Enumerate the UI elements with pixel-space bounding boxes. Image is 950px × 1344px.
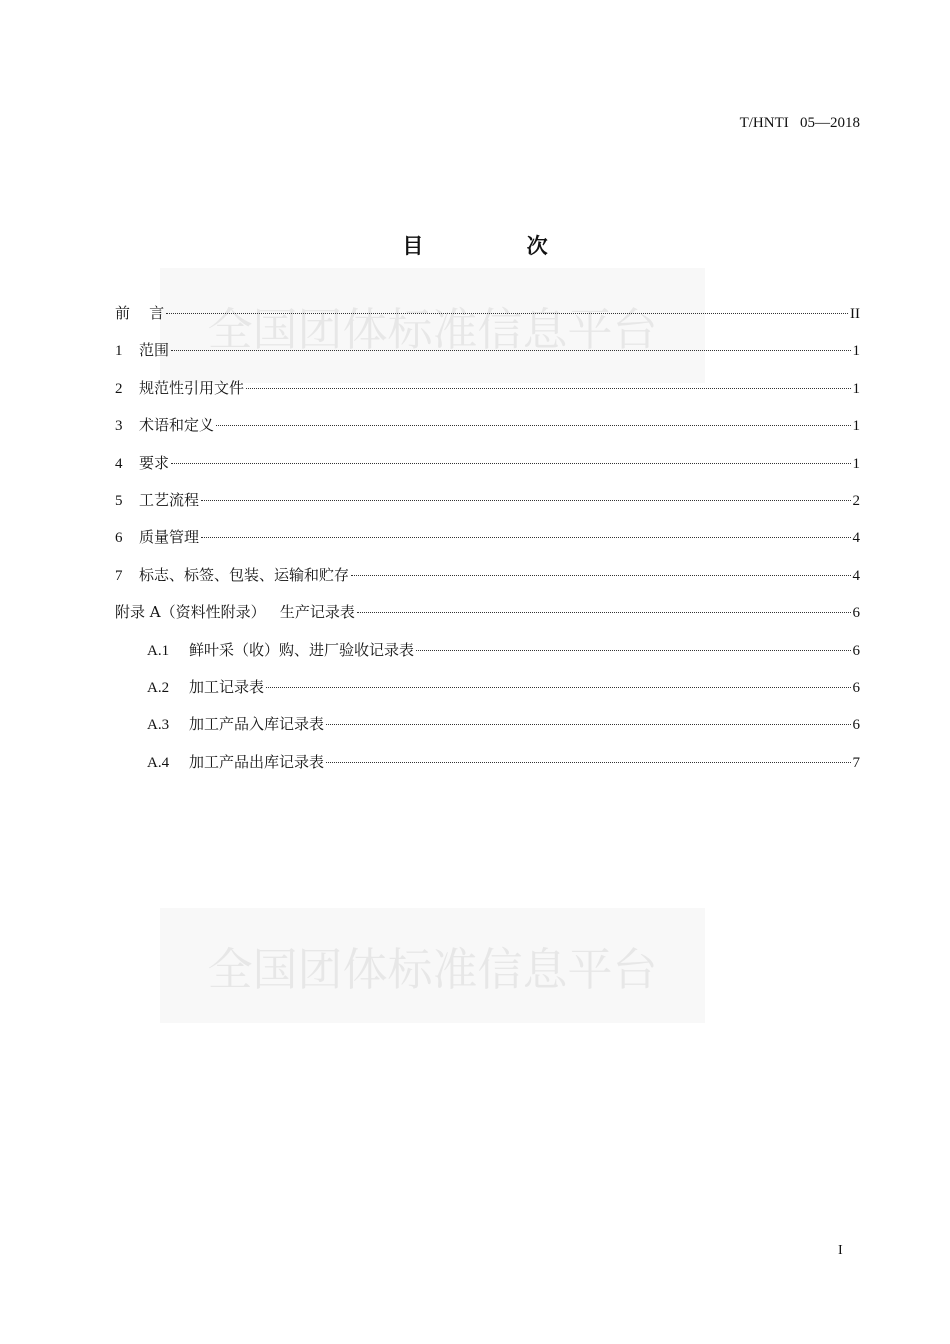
toc-entry-1[interactable] [115,339,860,376]
toc-entry-label: 前 言 [115,304,165,322]
toc-entry-page: 6 [852,717,860,734]
toc-entry-label: 加工记录表 [189,677,265,696]
toc-entry-label: 工艺流程 [139,490,200,509]
toc-entry-page: 6 [852,605,860,622]
toc-entry-3[interactable] [115,414,860,451]
toc-entry-label: 质量管理 [139,528,200,547]
toc-dot-leader [357,612,851,613]
toc-entry-4[interactable] [115,452,860,489]
toc-entry-number: 2 [115,380,123,397]
watermark-top: 全国团体标准信息平台 [160,268,705,383]
standard-code: T/HNTI 05—2018 [739,115,860,131]
toc-entry-label: 鲜叶采（收）购、进厂验收记录表 [189,640,415,659]
toc-entry-a3[interactable] [115,713,860,750]
toc-entry-number: 6 [115,530,123,547]
toc-entry-number: A.3 [147,717,170,734]
toc-entry-page: 1 [852,455,860,472]
toc-dot-leader [351,575,850,576]
toc-entry-label: 要求 [139,453,170,472]
page-number: I [838,1243,843,1258]
toc-entry-6[interactable] [115,526,860,563]
toc-entry-page: 1 [852,418,860,435]
page-title: 目 次 [402,234,596,258]
toc-entry-label: 规范性引用文件 [139,378,245,397]
toc-entry-label: 范围 [139,341,170,360]
toc-dot-leader [171,463,850,464]
toc-dot-leader [171,350,850,351]
toc-entry-a2[interactable] [115,676,860,713]
toc-entry-5[interactable] [115,489,860,526]
toc-dot-leader [216,425,850,426]
toc-dot-leader [166,313,848,314]
watermark-bottom: 全国团体标准信息平台 [160,908,705,1023]
toc-entry-a4[interactable] [115,751,860,788]
toc-entry-page: 4 [852,567,860,584]
toc-entry-number: 5 [115,492,123,509]
table-of-contents [115,302,860,788]
toc-entry-foreword[interactable] [115,302,860,339]
toc-entry-page: 6 [852,642,860,659]
toc-entry-label: 加工产品出库记录表 [189,752,325,771]
toc-dot-leader [266,687,850,688]
toc-entry-number: 1 [115,343,123,360]
toc-entry-label: 附录 A（资料性附录） 生产记录表 [115,603,355,622]
toc-dot-leader [326,762,850,763]
toc-entry-number: A.4 [147,754,170,771]
toc-entry-2[interactable] [115,377,860,414]
toc-entry-label: 术语和定义 [139,416,215,435]
toc-entry-page: 7 [852,754,860,771]
toc-entry-number: 4 [115,455,123,472]
toc-entry-page: 2 [852,492,860,509]
toc-entry-appendix-a[interactable] [115,601,860,638]
toc-entry-label: 加工产品入库记录表 [189,715,325,734]
toc-entry-page: 6 [852,679,860,696]
toc-entry-a1[interactable] [115,639,860,676]
toc-dot-leader [326,724,850,725]
toc-entry-number: A.1 [147,642,170,659]
toc-dot-leader [416,650,850,651]
toc-entry-label: 标志、标签、包装、运输和贮存 [139,565,350,584]
toc-dot-leader [201,537,850,538]
toc-entry-page: 1 [852,380,860,397]
toc-entry-number: 3 [115,418,123,435]
toc-entry-page: II [850,306,860,322]
toc-entry-page: 1 [852,343,860,360]
toc-dot-leader [246,388,850,389]
toc-dot-leader [201,500,850,501]
toc-entry-number: 7 [115,567,123,584]
toc-entry-page: 4 [852,530,860,547]
toc-entry-7[interactable] [115,564,860,601]
toc-entry-number: A.2 [147,679,170,696]
